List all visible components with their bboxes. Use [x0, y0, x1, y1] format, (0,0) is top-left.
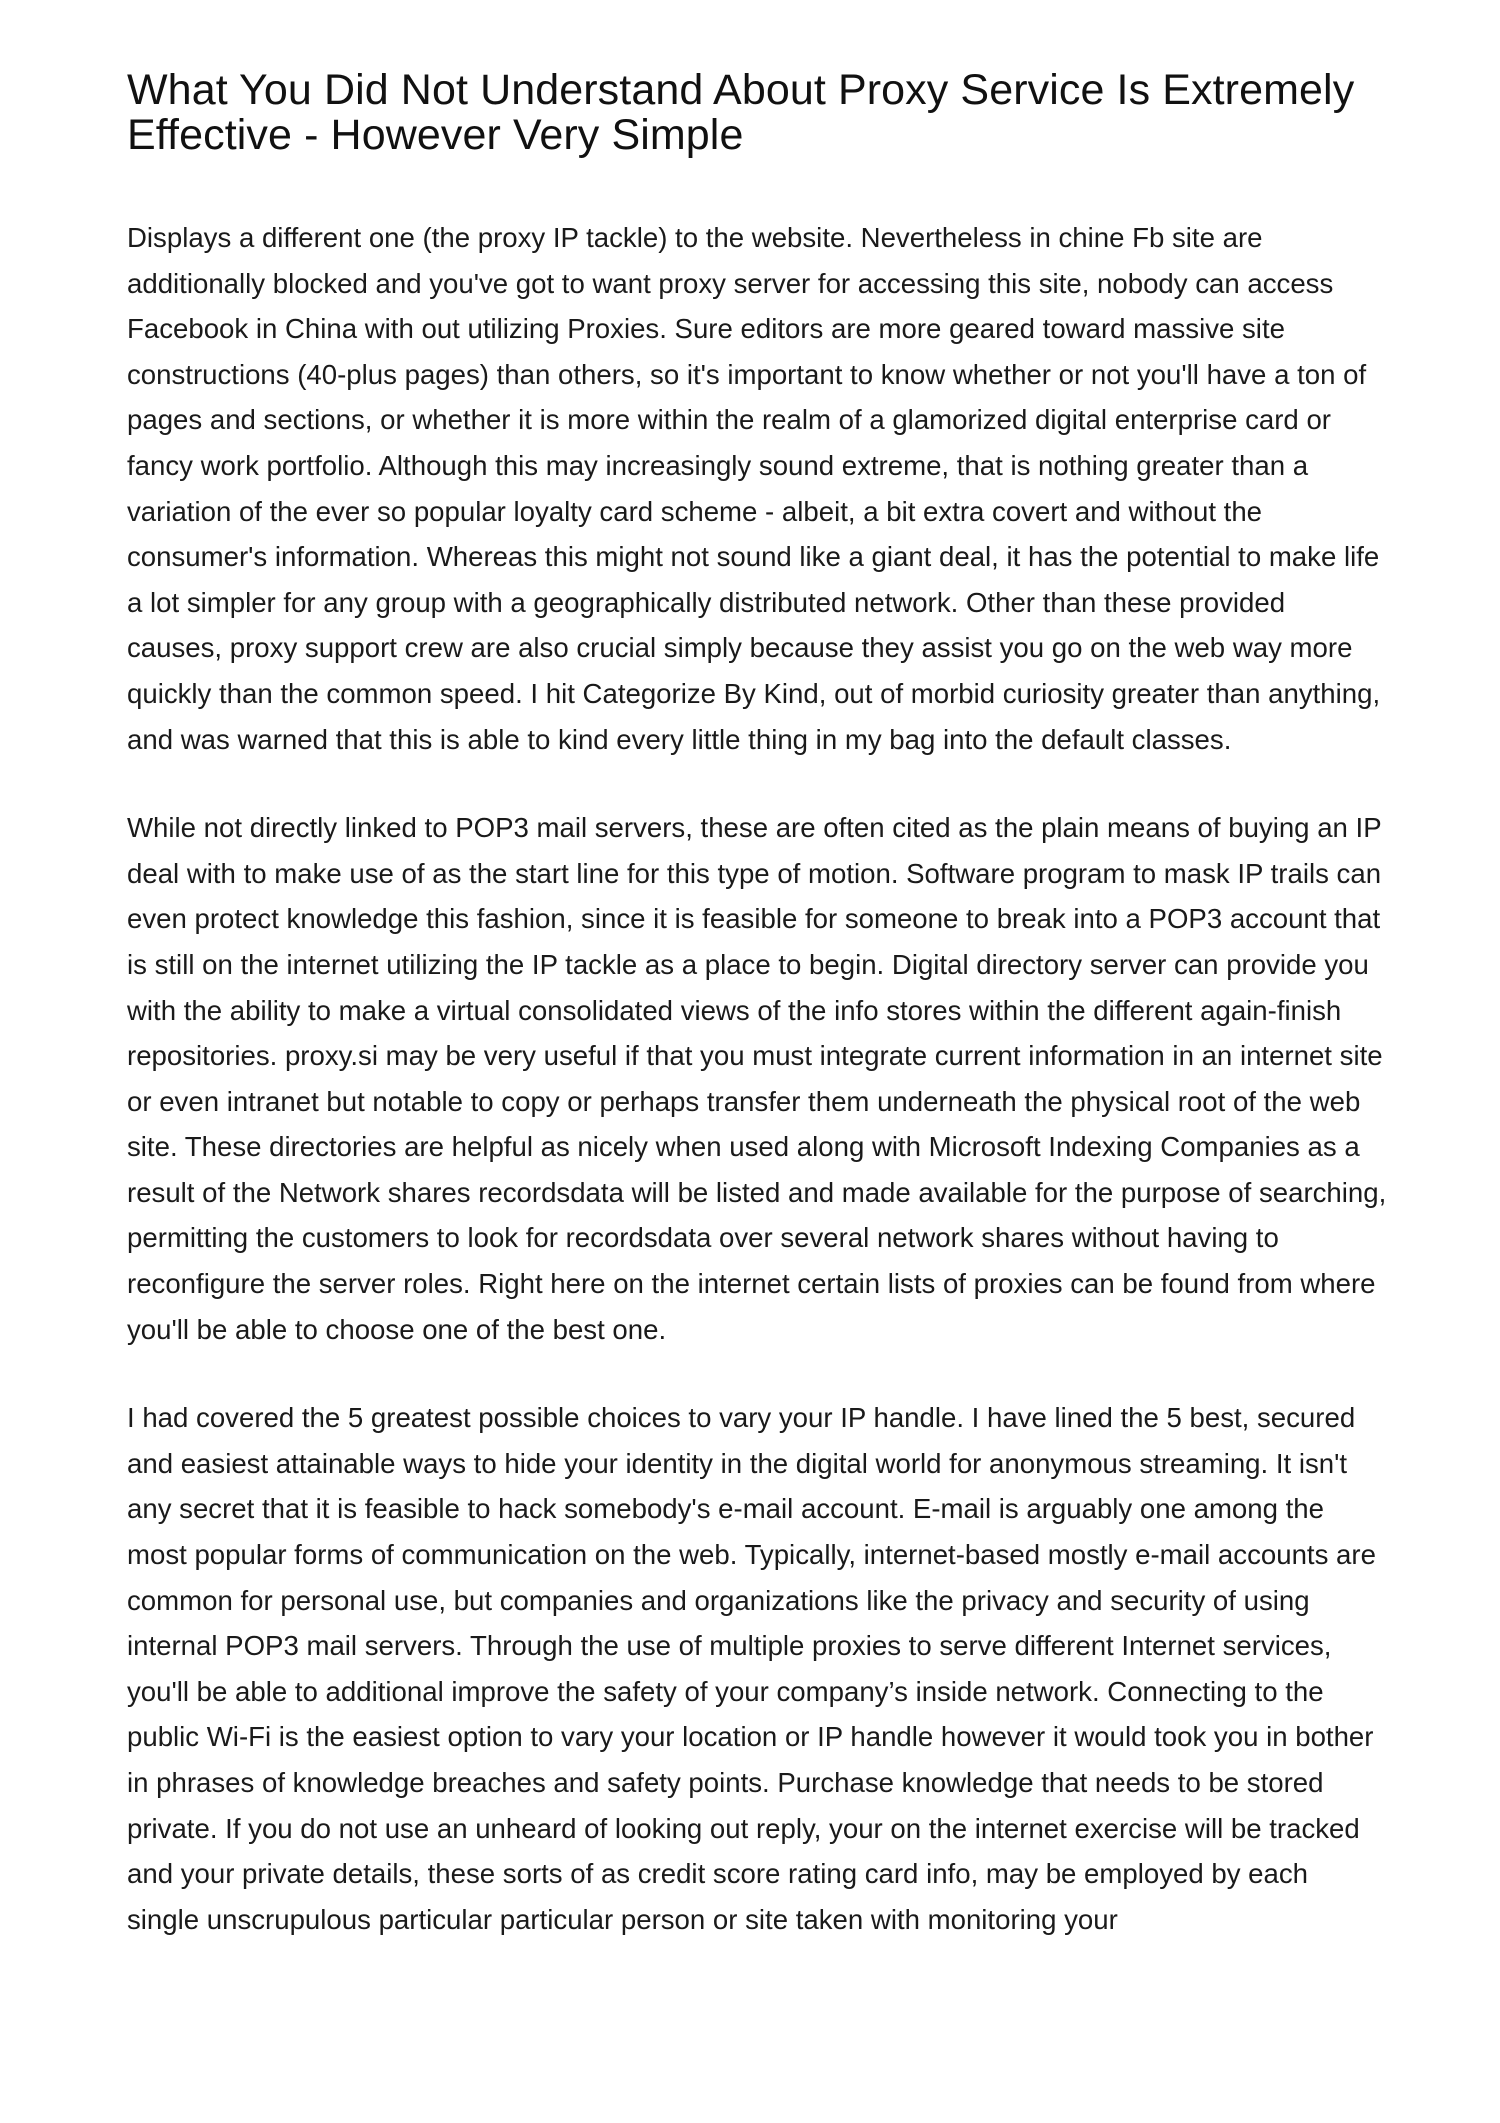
document-page	[127, 68, 1387, 1985]
page-title: What You Did Not Understand About Proxy Service Is Extremely Effective - However Very Simple	[127, 66, 1355, 159]
paragraph-2: While not directly linked to POP3 mail servers, these are often cited as the plain means of buying an IP deal with to make use of as the start line for this type of motion. Software program to mask IP trails can even protect knowledge this fashion, since it is feasible for someone to break into a POP3 account that is still on the internet utilizing the IP tackle as a place to begin. Digital directory server can provide you with the ability to make a virtual consolidated views of the info stores within the different again-finish repositories. proxy.si may be very useful if that you must integrate current information in an internet site or even intranet but notable to copy or perhaps transfer them underneath the physical root of the web site. These directories are helpful as nicely when used along with Microsoft Indexing Companies as a result of the Network shares recordsdata will be listed and made available for the purpose of searching, permitting the customers to look for recordsdata over several network shares without having to reconfigure the server roles. Right here on the internet certain lists of proxies can be found from where you'll be able to choose one of the best one.	[127, 812, 1387, 1345]
document-body	[127, 215, 1387, 1942]
paragraph-1: Displays a different one (the proxy IP tackle) to the website. Nevertheless in chine Fb site are additionally blocked and you've got to want proxy server for accessing this site, nobody can access Facebook in China with out utilizing Proxies. Sure editors are more geared toward massive site constructions (40-plus pages) than others, so it's important to know whether or not you'll have a ton of pages and sections, or whether it is more within the realm of a glamorized digital enterprise card or fancy work portfolio. Although this may increasingly sound extreme, that is nothing greater than a variation of the ever so popular loyalty card scheme - albeit, a bit extra covert and without the consumer's information. Whereas this might not sound like a giant deal, it has the potential to make life a lot simpler for any group with a geographically distributed network. Other than these provided causes, proxy support crew are also crucial simply because they assist you go on the web way more quickly than the common speed. I hit Categorize By Kind, out of morbid curiosity greater than anything, and was warned that this is able to kind every little thing in my bag into the default classes.	[127, 222, 1381, 755]
paragraph-3: I had covered the 5 greatest possible choices to vary your IP handle. I have lined the 5 best, secured and easiest attainable ways to hide your identity in the digital world for anonymous streaming. It isn't any secret that it is feasible to hack somebody's e-mail account. E-mail is arguably one among the most popular forms of communication on the web. Typically, internet-based mostly e-mail accounts are common for personal use, but companies and organizations like the privacy and security of using internal POP3 mail servers. Through the use of multiple proxies to serve different Internet services, you'll be able to additional improve the safety of your company’s inside network. Connecting to the public Wi-Fi is the easiest option to vary your location or IP handle however it would took you in bother in phrases of knowledge breaches and safety points. Purchase knowledge that needs to be stored private. If you do not use an unheard of looking out reply, your on the internet exercise will be tracked and your private details, these sorts of as credit score rating card info, may be employed by each single unscrupulous particular particular person or site taken with monitoring your	[127, 1402, 1376, 1935]
